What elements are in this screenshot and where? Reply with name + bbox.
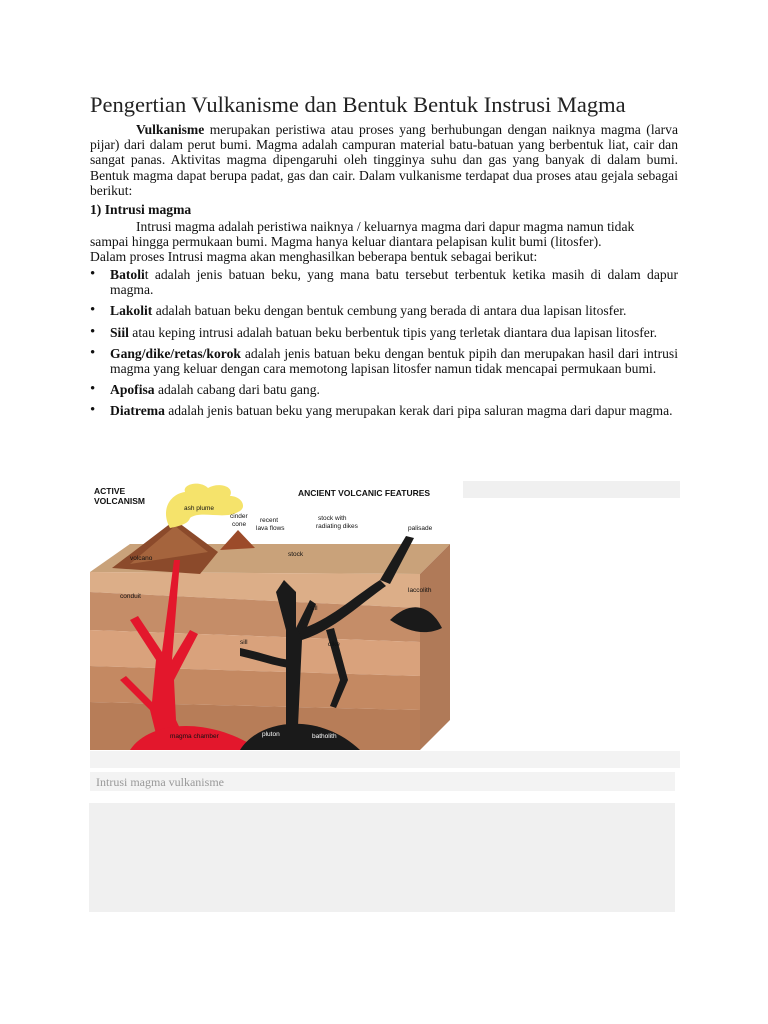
list-item [90,267,678,297]
label-magma-chamber: magma chamber [170,733,219,740]
placeholder-bar [463,481,680,498]
intro-term: Vulkanisme [136,122,205,137]
list-item-text: adalah cabang dari batu gang. [154,382,320,398]
list-item-text: adalah jenis batuan beku dengan bentuk pipih dan merupakan hasil dari intrusi magma yang keluar dengan cara memotong lapisan litosfer namun tidak mencapai permukaan bumi. [110,345,678,377]
intrusi-line-1: Intrusi magma adalah peristiwa naiknya / keluarnya magma dari dapur magma namun tidak [136,219,635,234]
list-item-term: Gang/dike/retas/korok [110,345,241,361]
volcanism-diagram-svg [90,480,450,750]
list-item [90,325,678,340]
list-item [90,403,678,418]
list-item [90,346,678,376]
label-sill-right: sill [310,605,318,612]
intrusi-paragraph [90,219,690,265]
list-item-text: adalah jenis batuan beku yang merupakan kerak dari pipa saluran magma dari dapur magma. [164,403,673,419]
intro-text: merupakan peristiwa atau proses yang berhubungan dengan naiknya magma (larva pijar) dari dalam perut bumi. Magma adalah campuran material batu-batuan yang berbentuk liat, cair dan sangat panas. Aktivitas magma dipengaruhi oleh tingginya suhu dan gas yang banyak di dalam bumi. Bentuk magma dapat berupa padat, gas dan cair. Dalam vulkanisme terdapat dua proses atau gejala sebagai berikut: [90,122,678,198]
list-item [90,303,678,318]
intrusi-line-2: sampai hingga permukaan bumi. Magma hanya keluar diantara pelapisan kulit bumi (litosfer). [90,234,602,250]
label-laccolith: laccolith [408,587,432,594]
label-cinder-1: cinder [230,513,248,520]
label-active-2: VOLCANISM [94,496,145,506]
list-item-term: Lakolit [110,303,153,319]
label-recent-2: lava flows [256,525,285,532]
label-cinder-2: cone [232,521,247,528]
block-side [420,544,450,750]
label-stock-1: stock with [318,515,347,522]
label-pluton: pluton [262,731,280,738]
list-item-term: Diatrema [110,403,165,419]
list-item-text: atau keping intrusi adalah batuan beku berbentuk tipis yang terletak diantara dua lapisan litosfer. [128,324,657,340]
list-item-term: Batoli [110,267,145,282]
list-item-term: Siil [110,324,129,340]
label-ancient: ANCIENT VOLCANIC FEATURES [298,488,431,498]
list-item-text: t adalah jenis batuan beku, yang mana batu tersebut terbentuk ketika masih di dalam dapur magma. [110,267,678,298]
label-palisade: palisade [408,525,433,532]
section-heading-intrusi: 1) Intrusi magma [90,202,192,217]
label-recent-1: recent [260,517,279,524]
label-sill-left: sill [240,639,248,646]
empty-content-box [89,803,675,912]
label-batholith: batholith [312,733,337,740]
label-active-1: ACTIVE [94,486,126,496]
page-title: Pengertian Vulkanisme dan Bentuk Bentuk Instrusi Magma [90,92,626,117]
label-stock: stock [288,551,304,558]
figure-caption: Intrusi magma vulkanisme [96,775,224,789]
list-item-term: Apofisa [110,382,155,398]
label-dike: dike [328,641,340,648]
caption-box [90,772,675,791]
label-volcano: volcano [130,555,153,562]
placeholder-bar [90,751,680,768]
volcanism-diagram [90,480,450,750]
intro-paragraph [90,122,678,198]
label-stock-2: radiating dikes [316,523,358,530]
intrusi-line-3: Dalam proses Intrusi magma akan menghasilkan beberapa bentuk sebagai berikut: [90,249,538,265]
label-ash-plume: ash plume [184,505,214,512]
intrusion-forms-list [90,267,678,425]
label-conduit: conduit [120,593,141,600]
list-item-text: adalah batuan beku dengan bentuk cembung yang berada di antara dua lapisan litosfer. [152,303,627,319]
list-item [90,382,678,397]
